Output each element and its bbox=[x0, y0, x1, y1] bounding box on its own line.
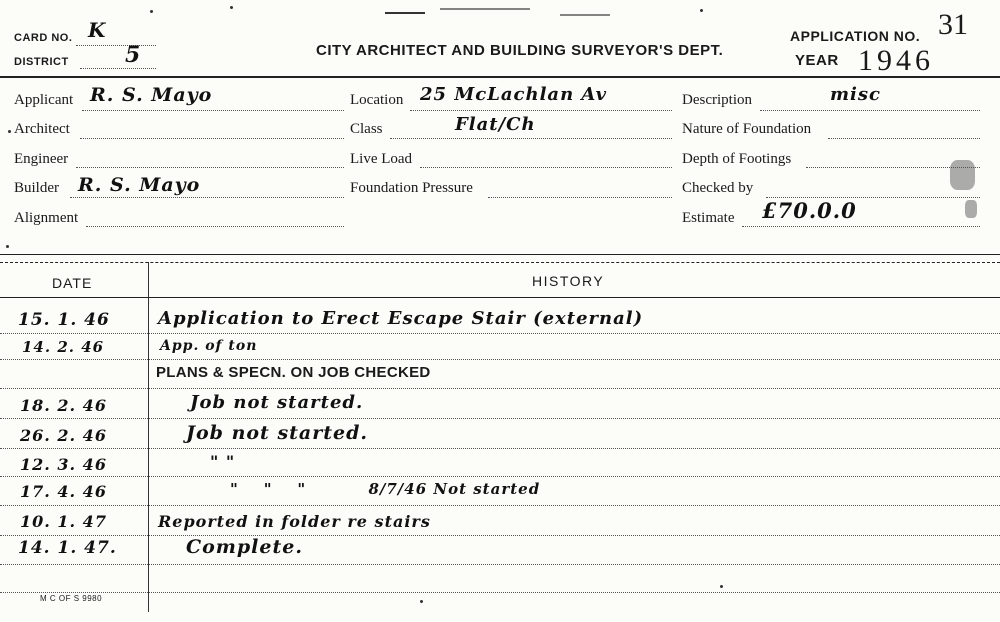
row-entry: Application to Erect Escape Stair (external) bbox=[158, 308, 644, 329]
row-date: 26. 2. 46 bbox=[20, 426, 107, 445]
district-label: DISTRICT bbox=[14, 56, 69, 68]
estimate-label: Estimate bbox=[682, 210, 735, 226]
header-divider bbox=[0, 76, 1000, 78]
year-value: 1946 bbox=[858, 44, 934, 77]
history-column-header: HISTORY bbox=[532, 273, 605, 289]
checked-by-label: Checked by bbox=[682, 180, 754, 196]
section-divider-bottom bbox=[0, 262, 1000, 263]
engineer-label: Engineer bbox=[14, 151, 69, 167]
builder-label: Builder bbox=[14, 180, 59, 196]
card-no-value: K bbox=[88, 18, 107, 42]
applicant-value: R. S. Mayo bbox=[90, 84, 213, 106]
row-entry: Job not started. bbox=[190, 392, 364, 413]
row-entry: " " " 8/7/46 Not started bbox=[230, 480, 541, 498]
location-label: Location bbox=[350, 92, 404, 108]
class-value: Flat/Ch bbox=[455, 114, 536, 135]
row-entry: Complete. bbox=[186, 536, 303, 558]
date-column-header: DATE bbox=[52, 275, 93, 291]
row-date: 14. 1. 47. bbox=[18, 538, 117, 558]
nature-of-foundation-label: Nature of Foundation bbox=[682, 121, 812, 137]
class-label: Class bbox=[350, 121, 383, 137]
description-value: misc bbox=[830, 84, 881, 105]
column-divider bbox=[148, 262, 149, 612]
year-label: YEAR bbox=[795, 52, 839, 69]
row-date: 14. 2. 46 bbox=[22, 338, 105, 356]
row-date: 15. 1. 46 bbox=[18, 310, 110, 330]
application-no-value: 31 bbox=[938, 8, 968, 41]
alignment-label: Alignment bbox=[14, 210, 79, 226]
dept-title: CITY ARCHITECT AND BUILDING SURVEYOR'S DEPT. bbox=[316, 42, 724, 59]
application-no-label: APPLICATION NO. bbox=[790, 28, 921, 44]
card-no-label: CARD NO. bbox=[14, 32, 73, 44]
form-code: M C OF S 9980 bbox=[40, 594, 103, 603]
section-divider-top bbox=[0, 254, 1000, 255]
row-entry: Job not started. bbox=[186, 422, 368, 444]
row-entry: Reported in folder re stairs bbox=[158, 512, 431, 531]
applicant-label: Applicant bbox=[14, 92, 74, 108]
row-date: 12. 3. 46 bbox=[20, 455, 107, 474]
foundation-pressure-label: Foundation Pressure bbox=[350, 180, 473, 196]
row-entry: " " bbox=[210, 452, 236, 471]
architect-label: Architect bbox=[14, 121, 70, 137]
table-header-rule bbox=[0, 297, 1000, 298]
district-value: 5 bbox=[125, 42, 142, 68]
location-value: 25 McLachlan Av bbox=[420, 84, 608, 105]
builder-value: R. S. Mayo bbox=[78, 174, 201, 196]
depth-of-footings-label: Depth of Footings bbox=[682, 151, 792, 167]
row-date: 17. 4. 46 bbox=[20, 482, 107, 501]
estimate-value: £70.0.0 bbox=[762, 198, 857, 223]
row-entry: App. of ton bbox=[160, 338, 258, 354]
row-date: 18. 2. 46 bbox=[20, 396, 107, 415]
description-label: Description bbox=[682, 92, 752, 108]
row-entry-stamp: PLANS & SPECN. ON JOB CHECKED bbox=[156, 364, 431, 381]
live-load-label: Live Load bbox=[350, 151, 413, 167]
row-date: 10. 1. 47 bbox=[20, 512, 107, 531]
